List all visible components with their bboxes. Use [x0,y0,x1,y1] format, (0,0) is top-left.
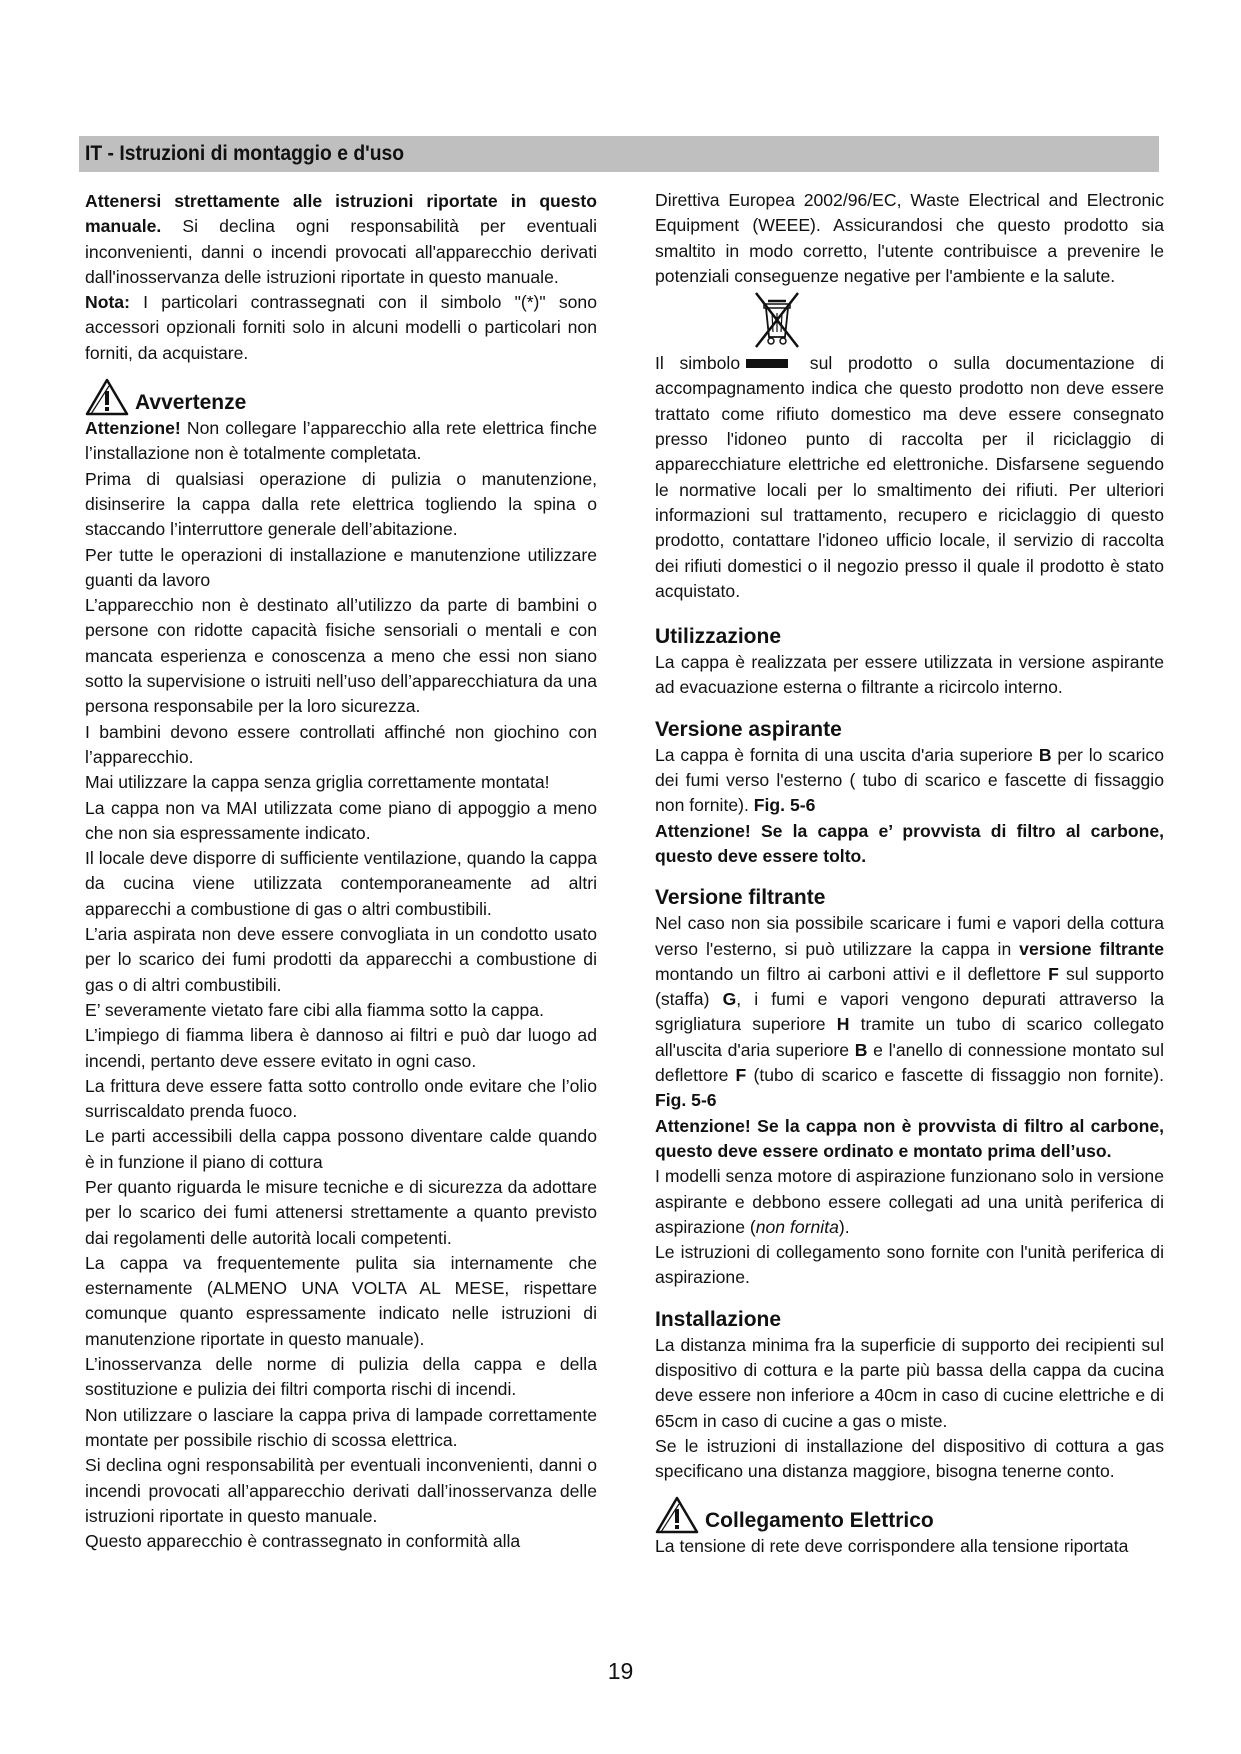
simbolo-before: Il simbolo [655,353,741,374]
label-g: G [722,989,737,1010]
intro-bold-text: Attenersi strettamente alle istruzioni riportate in questo manuale. [85,191,597,237]
right-column [655,188,1164,1560]
warning-triangle-icon [85,378,129,416]
filtrante-paragraph [655,911,1164,1113]
modelli-text: I modelli senza motore di aspirazione funzionano solo in versione aspirante e debbono essere collegati ad una unità periferica di aspirazione ( [655,1166,1164,1237]
warning-paragraph: L’aria aspirata non deve essere convogliata in un condotto usato per lo scarico dei fumi prodotti da apparecchi a combustione di gas o di altri combustibili. [85,924,597,995]
nota-paragraph [85,290,597,366]
collegamento-heading [655,1496,1164,1534]
warning-paragraph: I bambini devono essere controllati affinché non giochino con l’apparecchio. [85,721,597,767]
installazione-paragraph: Se le istruzioni di installazione del dispositivo di cottura a gas specificano una distanza maggiore, bisogna tenerne conto. [655,1435,1164,1482]
label-h: H [836,1014,850,1035]
figure-ref: Fig. 5-6 [753,795,816,816]
label-b: B [854,1039,868,1060]
filtrante-text: montando un filtro ai carboni attivi e il deflettore [655,963,1049,984]
section-header-title: IT - Istruzioni di montaggio e d'uso [85,142,405,165]
attenzione-text: Non collegare l’apparecchio alla rete elettrica finche l’installazione non è totalmente completata. [85,418,597,464]
aspirante-text: per lo scarico dei fumi verso l'esterno ( tubo di scarico e fascette di fissaggio non fornite). [655,744,1164,816]
weee-paragraph: Direttiva Europea 2002/96/EC, Waste Electrical and Electronic Equipment (WEEE). Assicurandosi che questo prodotto sia smaltito in modo corretto, l'utente contribuisce a prevenire le potenziali conseguenze negative per l'ambiente e la salute. [655,190,1164,286]
warning-paragraph: La frittura deve essere fatta sotto controllo onde evitare che l’olio surriscaldato prenda fuoco. [85,1075,597,1122]
intro-text: Si declina ogni responsabilità per eventuali inconvenienti, danni o incendi provocati all'apparecchio derivati dall'inosservanza delle istruzioni riportate in questo manuale. [85,216,597,287]
filtrante-warning-text: Attenzione! Se la cappa non è provvista di filtro al carbone, questo deve essere ordinato e montato prima dell’uso. [655,1115,1164,1161]
warning-paragraph: L’apparecchio non è destinato all’utilizzo da parte di bambini o persone con ridotte capacità fisiche sensoriali o mentali e con mancata esperienza e conoscenza a meno che essi non siano sotto la supervisione o istruiti nell’uso dell’apparecchiatura da una persona responsabile per la loro sicurezza. [85,595,597,717]
intro-paragraph [85,189,597,290]
warning-paragraph: Non utilizzare o lasciare la cappa priva di lampade correttamente montate per possibile rischio di scossa elettrica. [85,1404,597,1450]
warning-paragraph: Per quanto riguarda le misure tecniche e di sicurezza da adottare per lo scarico dei fumi attenersi strettamente a quanto previsto dai regolamenti delle autorità locali competenti. [85,1176,597,1248]
page-number: 19 [607,1658,634,1684]
label-b: B [1038,744,1052,765]
label-f: F [1048,963,1059,984]
utilizzazione-paragraph: La cappa è realizzata per essere utilizzata in versione aspirante ad evacuazione esterna o filtrante a ricircolo interno. [655,652,1164,698]
filtrante-text: , i fumi e vapori vengono depurati attraverso la sgrigliatura superiore [655,989,1164,1035]
crossed-bin-icon [750,291,804,351]
filtrante-title: Versione filtrante [655,886,826,910]
weee-symbol-area [655,291,1164,351]
aspirante-paragraph [655,743,1164,819]
collegamento-title: Collegamento Elettrico [705,1509,934,1533]
left-column [85,189,597,1554]
avvertenze-title: Avvertenze [135,391,247,415]
warning-triangle-icon [655,1496,699,1534]
filtrante-text: (tubo di scarico e fascette di fissaggio non fornite). [746,1065,1164,1086]
filtrante-text: tramite un tubo di scarico collegato all'uscita d'aria superiore [655,1014,1164,1060]
warning-paragraph: E’ severamente vietato fare cibi alla fiamma sotto la cappa. [85,999,544,1020]
black-bar-symbol [746,359,788,368]
warning-paragraph: Si declina ogni responsabilità per eventuali inconvenienti, danni o incendi provocati all’apparecchio derivati dall’inosservanza delle istruzioni riportate in questo manuale. [85,1455,597,1526]
warning-paragraph: La cappa va frequentemente pulita sia internamente che esternamente (ALMENO UNA VOLTA AL MESE, rispettare comunque quanto espressamente indicato nelle istruzioni di manutenzione riportate in questo manuale). [85,1252,597,1349]
section-header-bar [79,136,1159,172]
istruzioni-paragraph: Le istruzioni di collegamento sono fornite con l'unità periferica di aspirazione. [655,1242,1164,1288]
aspirante-text: La cappa è fornita di una uscita d'aria superiore [655,744,1039,765]
warning-paragraph: Le parti accessibili della cappa possono diventare calde quando è in funzione il piano di cottura [85,1126,597,1172]
attenzione-paragraph [85,416,597,467]
simbolo-paragraph [655,351,1164,604]
installazione-title: Installazione [655,1307,782,1331]
warning-paragraph: Questo apparecchio è contrassegnato in conformità alla [85,1531,521,1552]
warning-paragraph: Per tutte le operazioni di installazione e manutenzione utilizzare guanti da lavoro [85,544,597,590]
warning-paragraph: Mai utilizzare la cappa senza griglia correttamente montata! [85,772,550,793]
versione-filtrante-bold: versione filtrante [1019,938,1164,959]
label-f: F [735,1065,747,1086]
collegamento-paragraph: La tensione di rete deve corrispondere alla tensione riportata [655,1536,1129,1557]
modelli-paragraph [655,1164,1164,1240]
filtrante-warning [655,1114,1164,1165]
simbolo-after: sul prodotto o sulla documentazione di accompagnamento indica che questo prodotto non deve essere trattato come rifiuto domestico ma deve essere consegnato presso l'idoneo punto di raccolta per il riciclaggio di apparecchiature elettriche ed elettroniche. Disfarsene seguendo le normative locali per lo smaltimento dei rifiuti. Per ulteriori informazioni sul trattamento, recupero e riciclaggio di questo prodotto, contattare l'idoneo ufficio locale, il servizio di raccolta dei rifiuti domestici o il negozio presso il quale il prodotto è stato acquistato. [655,353,1165,601]
installazione-paragraph: La distanza minima fra la superficie di supporto dei recipienti sul dispositivo di cottura e la parte più bassa della cappa da cucina deve essere non inferiore a 40cm in caso di cucine elettriche e di 65cm in caso di cucine a gas o miste. [655,1334,1164,1431]
aspirante-warning-text: Attenzione! Se la cappa e’ provvista di filtro al carbone, questo deve essere tolto. [655,820,1164,866]
aspirante-title: Versione aspirante [655,717,842,741]
figure-ref: Fig. 5-6 [655,1090,717,1111]
aspirante-warning [655,819,1164,870]
warning-paragraph: L’inosservanza delle norme di pulizia della cappa e della sostituzione e pulizia dei filtri comporta rischi di incendi. [85,1354,597,1400]
filtrante-text: sul supporto (staffa) [655,963,1164,1010]
warning-paragraph: La cappa non va MAI utilizzata come piano di appoggio a meno che non sia espressamente indicato. [85,797,597,843]
filtrante-text: Nel caso non sia possibile scaricare i fumi e vapori della cottura verso l'esterno, si può utilizzare la cappa in [655,913,1164,959]
avvertenze-heading [85,378,597,416]
filtrante-text: e l'anello di connessione montato sul deflettore [655,1039,1165,1086]
warning-paragraph: L’impiego di fiamma libera è dannoso ai filtri e può dar luogo ad incendi, pertanto deve essere evitato in ogni caso. [85,1025,597,1071]
non-fornita-italic: non fornita [755,1216,839,1237]
nota-text: I particolari contrassegnati con il simbolo "(*)" sono accessori opzionali forniti solo in alcuni modelli o particolari non forniti, da acquistare. [85,292,597,363]
warning-paragraph: Prima di qualsiasi operazione di pulizia o manutenzione, disinserire la cappa dalla rete elettrica togliendo la spina o staccando l’interruttore generale dell’abitazione. [85,468,597,540]
modelli-text: ). [838,1216,850,1237]
warning-paragraph: Il locale deve disporre di sufficiente ventilazione, quando la cappa da cucina viene utilizzata contemporaneamente ad altri apparecchi a combustione di gas o altri combustibili. [85,848,597,919]
attenzione-label: Attenzione! [85,418,181,439]
nota-label: Nota: [85,292,130,313]
utilizzazione-title: Utilizzazione [655,625,782,649]
